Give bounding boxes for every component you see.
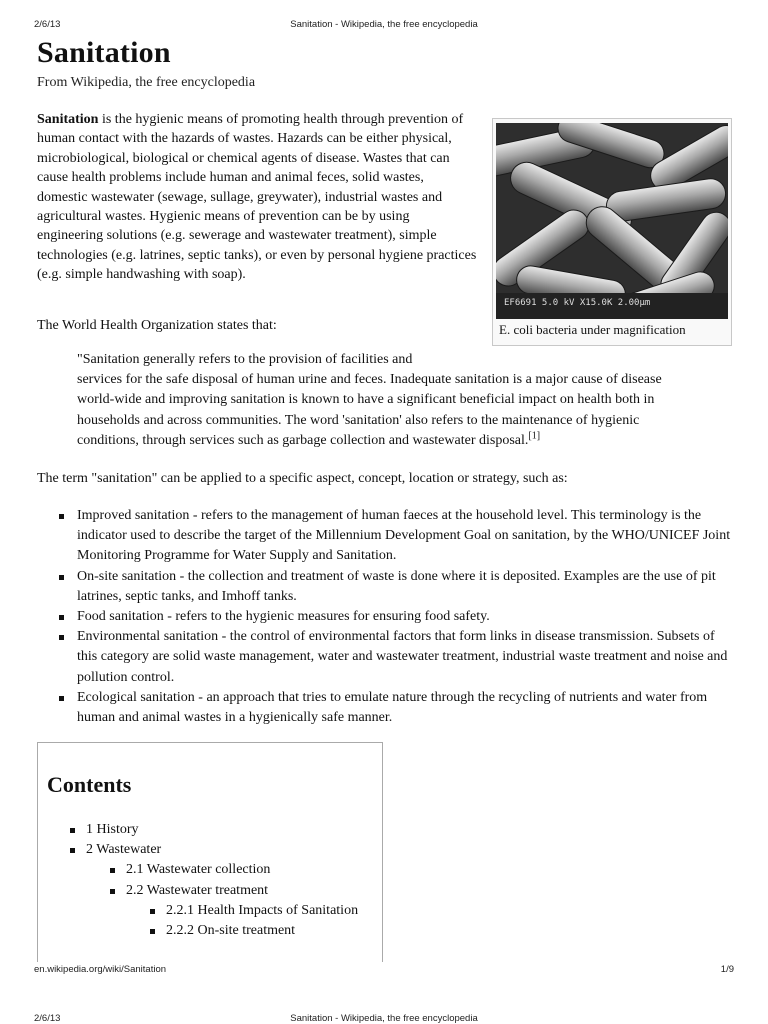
list-item: Environmental sanitation - the control of environmental factors that form links in disease transmission. Subsets of this category are solid waste management, water and wastewater treatment, industrial waste treatment and noise and pollution control. [57,627,737,688]
print-date: 2/6/13 [34,19,61,30]
print-page-number: 1/9 [720,964,734,975]
bacteria-micrograph [496,123,728,319]
list-item: Food sanitation - refers to the hygienic measures for ensuring food safety. [57,607,737,627]
toc-list [68,820,358,941]
print-page-title: Sanitation - Wikipedia, the free encyclopedia [290,19,478,30]
infobox-caption: E. coli bacteria under magnification [499,322,686,337]
list-item: On-site sanitation - the collection and treatment of waste is done where it is deposited. Examples are the use of pit latrines, septic tanks, and Imhoff tanks. [57,567,737,607]
toc-title: Contents [47,772,132,797]
print-url: en.wikipedia.org/wiki/Sanitation [34,964,167,975]
toc-item-wastewater-treatment[interactable]: 2.2 Wastewater treatment [108,881,358,901]
next-print-date: 2/6/13 [34,1013,61,1024]
who-quote [77,350,697,451]
site-tagline: From Wikipedia, the free encyclopedia [37,75,256,90]
ecoli-photo[interactable] [496,123,728,319]
lead-text: is the hygienic means of promoting health through prevention of human contact with the hazards of wastes. Hazards can be either physical, microbiological, biological or chemical agents of disease. Wastes that can cause health problems include human and animal feces, solid wastes, domestic wastewater (sewage, sullage, greywater), industrial wastes and agricultural wastes. Hygienic means of prevention can be by using engineering solutions (e.g. sewerage and wastewater treatment), simple technologies (e.g. latrines, septic tanks), or even by personal hygiene practices (e.g. simple handwashing with soap). [37,112,477,283]
term-intro: The term "sanitation" can be applied to a specific aspect, concept, location or strategy, such as: [37,471,568,486]
lead-paragraph [37,110,477,285]
quote-first-line: "Sanitation generally refers to the provision of facilities and [77,352,413,367]
toc-item-onsite-treatment[interactable]: 2.2.2 On-site treatment [148,921,358,941]
citation-link[interactable]: [1] [528,430,541,442]
list-item: Improved sanitation - refers to the management of human faeces at the household level. This terminology is the indicator used to describe the target of the Millennium Development Goal on sanitation, by the WHO/UNICEF Joint Monitoring Programme for Water Supply and Sanitation. [57,506,737,567]
table-of-contents [37,742,383,962]
quote-text: services for the safe disposal of human urine and feces. Inadequate sanitation is a major cause of disease world-wide and improving sanitation is known to have a significant beneficial impact on health both in households and across communities. The word 'sanitation' also refers to the maintenance of hygienic conditions, through services such as garbage collection and wastewater disposal. [77,372,662,448]
toc-item-health-impacts[interactable]: 2.2.1 Health Impacts of Sanitation [148,901,358,921]
toc-item-wastewater[interactable]: 2 Wastewater [68,840,358,860]
list-item: Ecological sanitation - an approach that tries to emulate nature through the recycling of nutrients and water from human and animal wastes in a hygienically safe manner. [57,688,737,728]
page-title: Sanitation [37,36,171,69]
micrograph-scale-text: EF6691 5.0 kV X15.0K 2.00µm [504,298,651,308]
next-print-title: Sanitation - Wikipedia, the free encyclopedia [290,1013,478,1024]
infobox [492,118,732,346]
sanitation-types-list [57,506,737,728]
lead-term: Sanitation [37,112,99,127]
toc-item-wastewater-collection[interactable]: 2.1 Wastewater collection [108,860,358,880]
who-intro: The World Health Organization states that: [37,318,277,333]
toc-item-history[interactable]: 1 History [68,820,358,840]
